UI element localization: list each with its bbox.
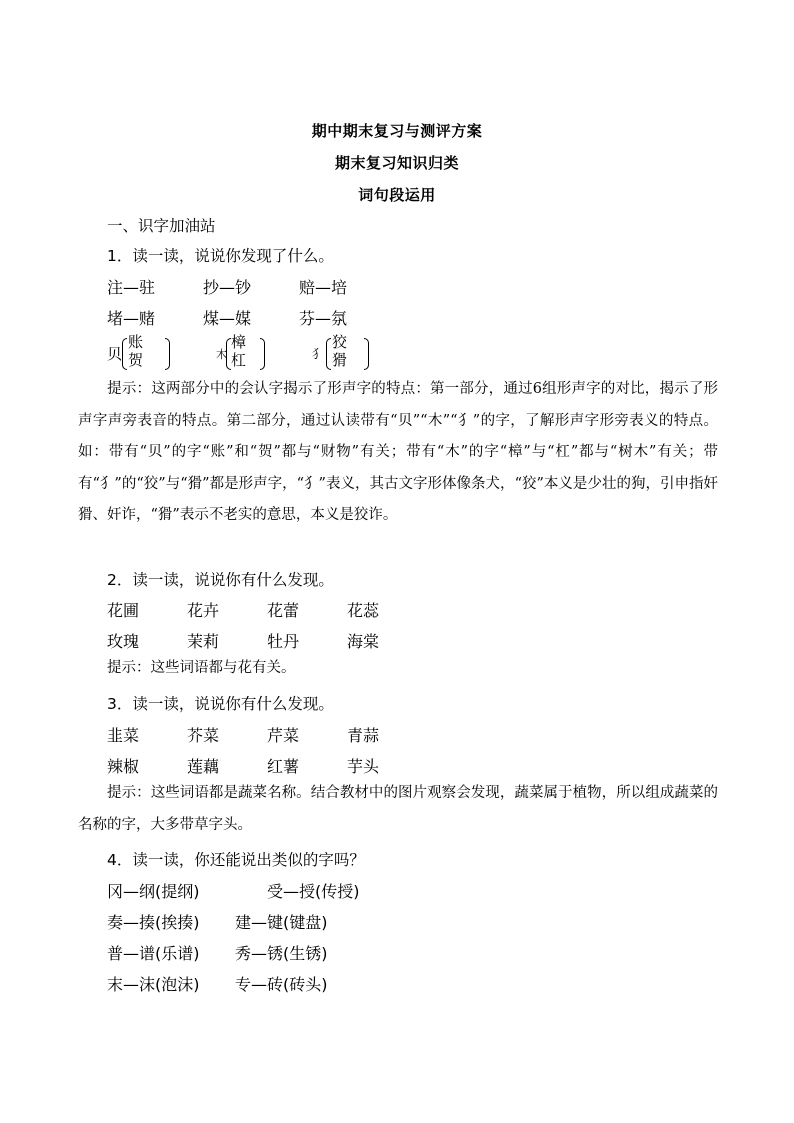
- q3-word: 芥菜: [187, 726, 220, 745]
- group-char: 杠: [231, 351, 247, 369]
- q4-pair: 末—沫(泡沫): [107, 975, 200, 994]
- group-char: 猾: [332, 351, 348, 369]
- hint-text: 这两部分中的会认字揭示了形声字的特点：第一部分，通过6组形声字的对比，揭示了形声字声旁表音的特点。第二部分，通过认读带有“贝”“木”“犭”的字，了解形声字形旁表义的特点。如：带有“贝”的字“账”和“贺”都与“财物”有关；带有“木”的字“樟”与“杠”都与“树木”有关；带有“犭”的“狡”与“猾”都是形声字，“犭”表义，其古文字形体像条犬，“狡”本义是少壮的狗，引申指奸猾、奸诈，“猾”表示不老实的意思，本义是狡诈。: [78, 381, 718, 523]
- group-char: 狡: [332, 333, 348, 351]
- q2-word: 海棠: [347, 632, 380, 651]
- bracket-right: [165, 338, 170, 370]
- q3-word: 红薯: [267, 757, 300, 776]
- q3-word: 莲藕: [187, 757, 220, 776]
- bracket-left: [122, 338, 127, 370]
- radical: 贝: [107, 345, 123, 363]
- radical-group-bei: [107, 334, 187, 374]
- hint-text: 这些词语都是蔬菜名称。结合教材中的图片观察会发现，蔬菜属于植物，所以组成蔬菜的名称的字，大多带草字头。: [78, 785, 719, 833]
- sub-title: 期末复习知识归类: [334, 154, 459, 172]
- hint-label: 提示：: [107, 381, 152, 397]
- q1-hint: [78, 374, 718, 532]
- q4-pair: 建—键(键盘): [235, 913, 328, 932]
- q3-word: 青蒜: [347, 726, 380, 745]
- hint-label: 提示：: [107, 785, 151, 801]
- q1-row2-item: 芬—氛: [299, 309, 348, 328]
- radical-group-quan: [312, 334, 392, 374]
- q3-word: 芹菜: [267, 726, 300, 745]
- q4-pair: 普—谱(乐谱): [107, 944, 200, 963]
- q2-word: 牡丹: [267, 632, 300, 651]
- q1-row1-item: 抄—钞: [203, 278, 252, 297]
- q2-word: 花圃: [107, 601, 140, 620]
- q1-row2-item: 煤—媒: [203, 309, 252, 328]
- radical-group-mu: [216, 334, 296, 374]
- bracket-right: [364, 338, 369, 370]
- group-char: 账: [128, 333, 144, 351]
- q4-pair: 冈—纲(提纲): [107, 882, 200, 901]
- q2-word: 花卉: [187, 601, 220, 620]
- q4-pair: 专—砖(砖头): [235, 975, 328, 994]
- q2-word: 花蕊: [347, 601, 380, 620]
- q2-word: 花蕾: [267, 601, 300, 620]
- q3-word: 辣椒: [107, 757, 140, 776]
- q4-prompt: 4．读一读，你还能说出类似的字吗？: [107, 851, 365, 869]
- q1-row2-item: 堵—赌: [107, 309, 156, 328]
- radical: 木: [216, 348, 227, 361]
- q1-row1-item: 赔—培: [299, 278, 348, 297]
- q1-prompt: 1．读一读，说说你发现了什么。: [107, 247, 334, 265]
- bracket-left: [326, 338, 331, 370]
- q4-pair: 受—授(传授): [267, 882, 360, 901]
- main-title: 期中期末复习与测评方案: [311, 122, 483, 140]
- hint-label: 提示：: [107, 660, 151, 676]
- hint-text: 这些词语都与花有关。: [150, 660, 296, 676]
- q4-pair: 奏—揍(挨揍): [107, 913, 200, 932]
- bracket-right: [260, 338, 265, 370]
- q1-row1-item: 注—驻: [107, 278, 156, 297]
- q2-hint: [78, 653, 718, 685]
- section-title: 词句段运用: [358, 186, 436, 204]
- q3-word: 韭菜: [107, 726, 140, 745]
- q4-pair: 秀—锈(生锈): [235, 944, 328, 963]
- group-char: 樟: [231, 333, 247, 351]
- q2-word: 茉莉: [187, 632, 220, 651]
- radical: 犭: [312, 347, 325, 361]
- group-char: 贺: [128, 351, 144, 369]
- q3-word: 芋头: [347, 757, 380, 776]
- q3-prompt: 3．读一读，说说你有什么发现。: [107, 695, 334, 713]
- section1-heading: 一、识字加油站: [107, 217, 216, 235]
- q3-hint: [78, 778, 718, 841]
- q2-prompt: 2．读一读，说说你有什么发现。: [107, 571, 334, 589]
- q2-word: 玫瑰: [107, 632, 140, 651]
